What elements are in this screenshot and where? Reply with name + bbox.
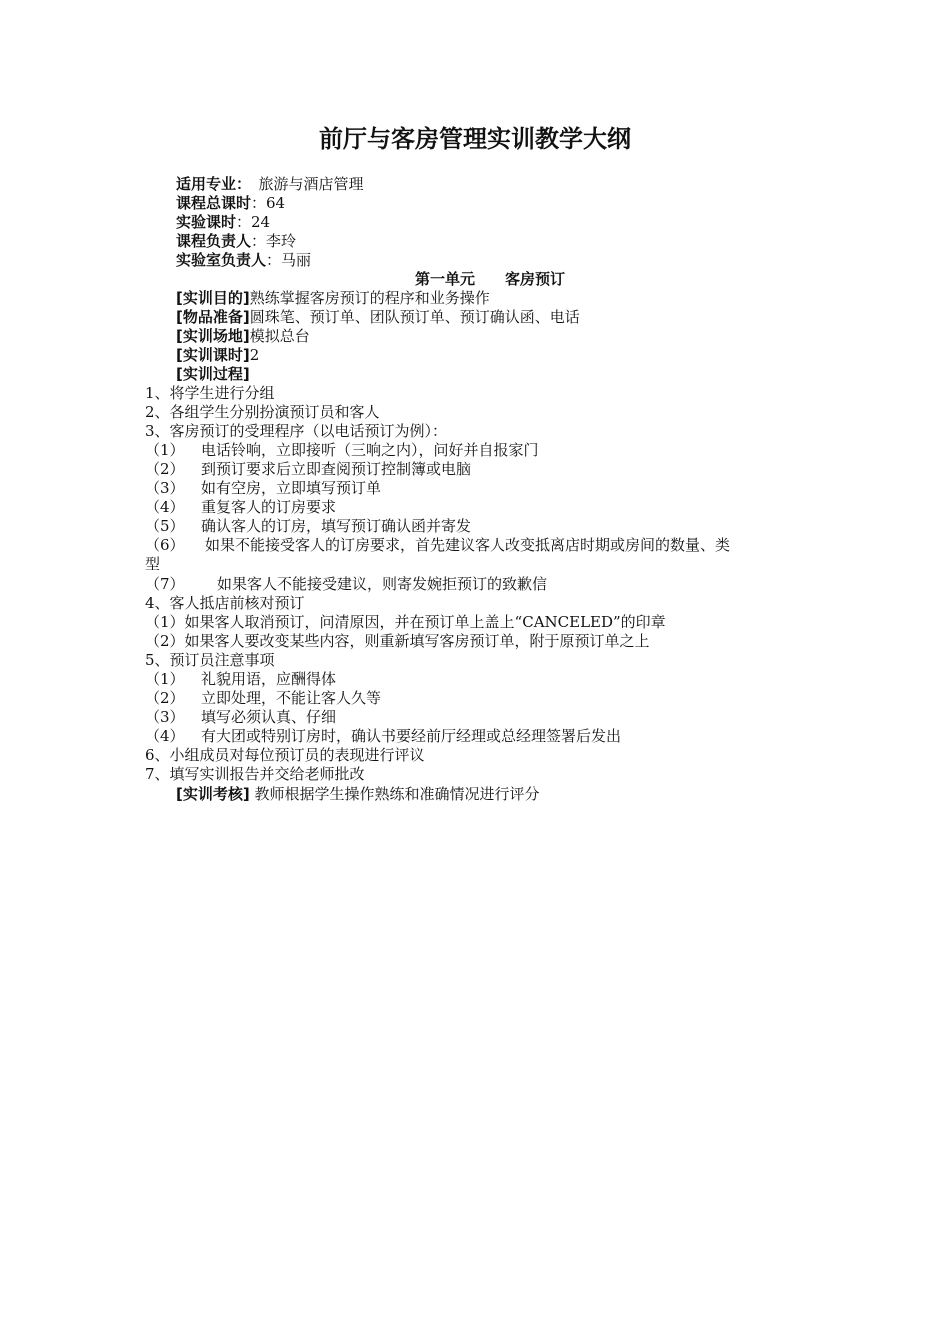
item-text: 立即处理，不能让客人久等 (201, 689, 382, 707)
item-number: （1） (145, 441, 185, 459)
section-value: 2 (249, 346, 260, 364)
meta-course-lead (176, 232, 296, 251)
section-label: [实训课时] (176, 346, 250, 364)
section-venue (176, 327, 310, 346)
item-number: （6） (145, 536, 185, 554)
item-number: （2） (145, 689, 185, 707)
meta-value: 旅游与酒店管理 (243, 175, 364, 193)
item-text: 有大团或特别订房时，确认书要经前厅经理或总经理签署后发出 (201, 727, 622, 745)
item-number: （2） (145, 460, 185, 478)
section-value: 教师根据学生操作熟练和准确情况进行评分 (249, 785, 540, 803)
item-text: 如有空房，立即填写预订单 (201, 479, 382, 497)
meta-major (176, 175, 364, 194)
item-text: 礼貌用语，应酬得体 (201, 670, 337, 688)
list-item (145, 689, 381, 708)
meta-label: 课程总课时 (176, 194, 252, 212)
item-text: 如果不能接受客人的订房要求，首先建议客人改变抵离店时期或房间的数量、类 (205, 536, 731, 554)
item-text: 确认客人的订房，填写预订确认函并寄发 (201, 517, 472, 535)
item-number: （3） (145, 708, 185, 726)
item-text: 到预订要求后立即查阅预订控制簿或电脑 (201, 460, 472, 478)
unit-heading: 第一单元 客房预订 (414, 270, 565, 288)
section-value: 模拟总台 (249, 327, 310, 345)
step-1: 1、将学生进行分组 (145, 384, 275, 402)
list-item (145, 670, 336, 689)
meta-lab-hours (176, 213, 270, 232)
meta-lab-lead (176, 251, 311, 270)
step-7: 7、填写实训报告并交给老师批改 (145, 765, 365, 783)
list-item (145, 460, 471, 479)
item-text: 电话铃响，立即接听（三响之内），问好并自报家门 (201, 441, 539, 459)
section-materials (176, 308, 580, 327)
step-4: 4、客人抵店前核对预订 (145, 594, 305, 612)
list-item (145, 575, 547, 594)
meta-value: ：24 (236, 213, 271, 231)
section-label: [实训场地] (176, 327, 250, 345)
list-item (145, 536, 730, 555)
list-item (145, 498, 336, 517)
section-label: [实训过程] (176, 365, 250, 383)
section-assessment (176, 785, 540, 804)
list-item (145, 479, 381, 498)
step-2: 2、各组学生分别扮演预订员和客人 (145, 403, 380, 421)
item-number: （4） (145, 498, 185, 516)
step-6: 6、小组成员对每位预订员的表现进行评议 (145, 746, 425, 764)
item-number: （7） (145, 575, 185, 593)
list-item (145, 708, 336, 727)
meta-label: 实验课时 (176, 213, 237, 231)
list-item (145, 727, 621, 746)
section-value: 圆珠笔、预订单、团队预订单、预订确认函、电话 (249, 308, 580, 326)
meta-value: ：马丽 (266, 251, 312, 269)
list-item-continuation (145, 555, 160, 574)
meta-value: ：64 (251, 194, 286, 212)
item-text: 型 (145, 555, 161, 573)
item-text: 重复客人的订房要求 (201, 498, 337, 516)
list-item: （2）如果客人要改变某些内容，则重新填写客房预订单，附于原预订单之上 (145, 632, 650, 650)
meta-label: 实验室负责人 (176, 251, 267, 269)
section-label: [实训目的] (176, 289, 250, 307)
section-hours (176, 346, 259, 365)
list-item: （1）如果客人取消预订，问清原因，并在预订单上盖上“CANCELED”的印章 (145, 613, 666, 631)
step-5: 5、预订员注意事项 (145, 651, 275, 669)
item-number: （1） (145, 670, 185, 688)
list-item (145, 517, 471, 536)
step-3: 3、客房预订的受理程序（以电话预订为例）： (145, 422, 448, 440)
section-label: [物品准备] (176, 308, 250, 326)
section-value: 熟练掌握客房预订的程序和业务操作 (249, 289, 490, 307)
section-objective (176, 289, 490, 308)
section-process (176, 365, 250, 384)
list-item (145, 441, 539, 460)
item-number: （4） (145, 727, 185, 745)
section-label: [实训考核] (176, 785, 250, 803)
document-title: 前厅与客房管理实训教学大纲 (319, 125, 631, 153)
meta-total-hours (176, 194, 285, 213)
meta-label: 适用专业： (176, 175, 244, 193)
item-number: （5） (145, 517, 185, 535)
meta-label: 课程负责人 (176, 232, 252, 250)
item-text: 填写必须认真、仔细 (201, 708, 337, 726)
item-number: （3） (145, 479, 185, 497)
item-text: 如果客人不能接受建议，则寄发婉拒预订的致歉信 (217, 575, 548, 593)
meta-value: ：李玲 (251, 232, 297, 250)
